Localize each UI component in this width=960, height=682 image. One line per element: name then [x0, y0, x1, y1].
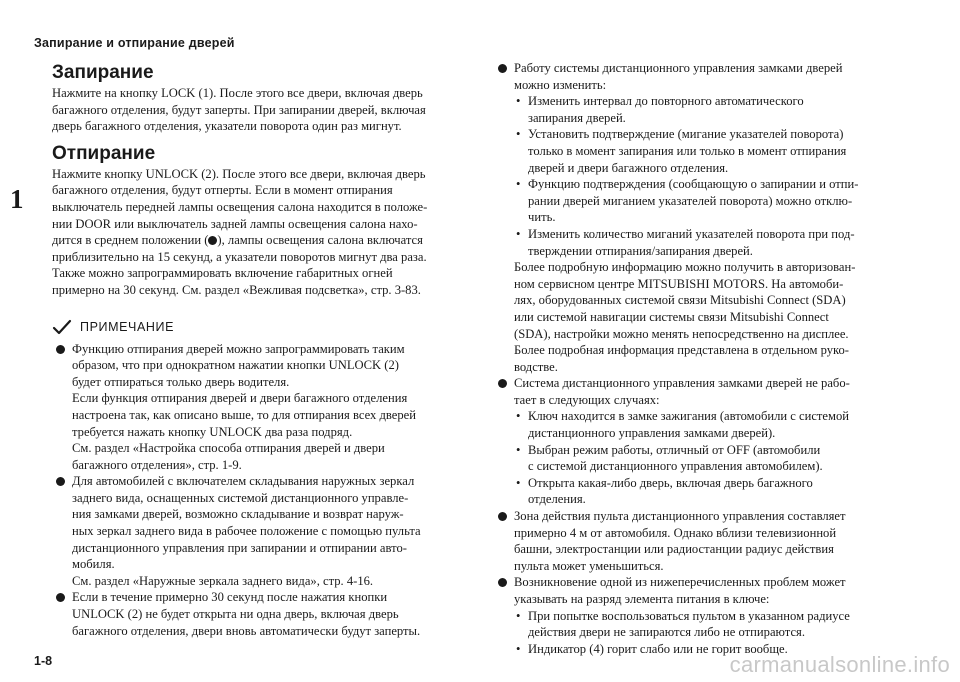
more-info-paragraph: Более подробную информацию можно получить в авторизован- ном сервисном центре MITSUBISHI MOTORS. На автомоби- лях, оборудованных системой связи Mitsubishi Connect (SDA) или системой навигации системы связи Mitsubishi Connect (SDA), настройки можно менять непосредственно на дисплее. Более подробная информация представлена в отдельном руко- водстве.	[514, 260, 856, 374]
bullet-remote-settings: Работу системы дистанционного управления замками дверей можно изменить:	[498, 60, 890, 93]
sub-item: • Индикатор (4) горит слабо или не горит вообще.	[516, 641, 788, 656]
locking-text: Нажмите на кнопку LOCK (1). После этого все двери, включая дверь багажного отделения, будут заперты. При запирании дверей, включая дверь багажного отделения, указатели поворота один раз мигнут.	[52, 86, 426, 134]
note-label: ПРИМЕЧАНИЕ	[80, 320, 175, 335]
sub-item: • Ключ находится в замке зажигания (автомобили с системой дистанционного управления замками дверей).	[516, 409, 850, 441]
page-number: 1-8	[34, 654, 53, 668]
section-title-locking: Запирание	[52, 62, 154, 83]
chapter-number: 1	[10, 184, 24, 214]
unlocking-text: Нажмите кнопку UNLOCK (2). После этого все двери, включая дверь багажного отделения, будут отперты. Если в момент отпирания выключатель передней лампы освещения салона находится в положе- нии DOOR или выключатель задней лампы освещения салона нахо- дится в среднем положении ( ), лампы освещения салона включатся приблизительно на 15 секунд, а указатели поворотов мигнут два раза. Также можно запрограммировать включение габаритных огней примерно на 30 секунд. См. раздел «Вежливая подсветка», стр. 3-83.	[52, 166, 428, 297]
section-title-unlocking: Отпирание	[52, 142, 156, 164]
note-bullet-2: Для автомобилей с включателем складывания наружных зеркал заднего вида, оснащенных системой дистанционного управле- ния замками дверей, возможно складывание и возврат наруж- ных зеркал заднего вида в рабочее положение с помощью пульта дистанционного управления при запирании и отпирании авто- мобиля. См. раздел «Наружные зеркала заднего вида», стр. 4-16.	[56, 473, 468, 589]
sub-item: • При попытке воспользоваться пультом в указанном радиусе действия двери не запираются либо не отпираются.	[516, 608, 850, 640]
sub-item: • Установить подтверждение (мигание указателей поворота) только в момент запирания или только в момент отпирания дверей и двери багажного отделения.	[516, 127, 847, 175]
note-bullet-1: Функцию отпирания дверей можно запрограммировать таким образом, что при однократном нажатии кнопки UNLOCK (2) будет отпираться только дверь водителя. Если функция отпирания дверей и двери багажного отделения настроена так, как описано выше, то для отпирания всех дверей требуется нажать кнопку UNLOCK два раза подряд. См. раздел «Настройка способа отпирания дверей и двери багажного отделения», стр. 1-9.	[56, 341, 468, 474]
sub-item: • Изменить интервал до повторного автоматического запирания дверей.	[516, 94, 804, 125]
sub-item: • Открыта какая-либо дверь, включая дверь багажного отделения.	[516, 475, 813, 507]
right-column	[498, 60, 890, 657]
running-header: Запирание и отпирание дверей	[34, 36, 235, 50]
pencil-note-icon	[52, 319, 72, 337]
note-bullet-3: Если в течение примерно 30 секунд после нажатия кнопки UNLOCK (2) не будет открыта ни одна дверь, включая дверь багажного отделения, двери вновь автоматически будут заперты.	[56, 589, 468, 639]
bullet-battery: Возникновение одной из нижеперечисленных проблем может указывать на разряд элемента питания в ключе:	[498, 574, 890, 607]
sub-item: • Выбран режим работы, отличный от OFF (автомобили с системой дистанционного управления автомобилем).	[516, 442, 823, 474]
sub-item: • Изменить количество миганий указателей поворота при под- тверждении отпирания/запирания дверей.	[516, 226, 855, 258]
sub-item: • Функцию подтверждения (сообщающую о запирании и отпи- рании дверей миганием указателей поворота) можно отклю- чить.	[516, 177, 859, 225]
watermark: carmanualsonline.info	[729, 652, 950, 677]
bullet-range: Зона действия пульта дистанционного управления составляет примерно 4 м от автомобиля. Однако вблизи телевизионной башни, электростанции или радиостанции радиус действия пульта может уменьшиться.	[498, 508, 890, 574]
note-header	[52, 319, 468, 337]
bullet-system-inactive: Система дистанционного управления замками дверей не рабо- тает в следующих случаях:	[498, 375, 890, 408]
left-column	[52, 60, 468, 639]
